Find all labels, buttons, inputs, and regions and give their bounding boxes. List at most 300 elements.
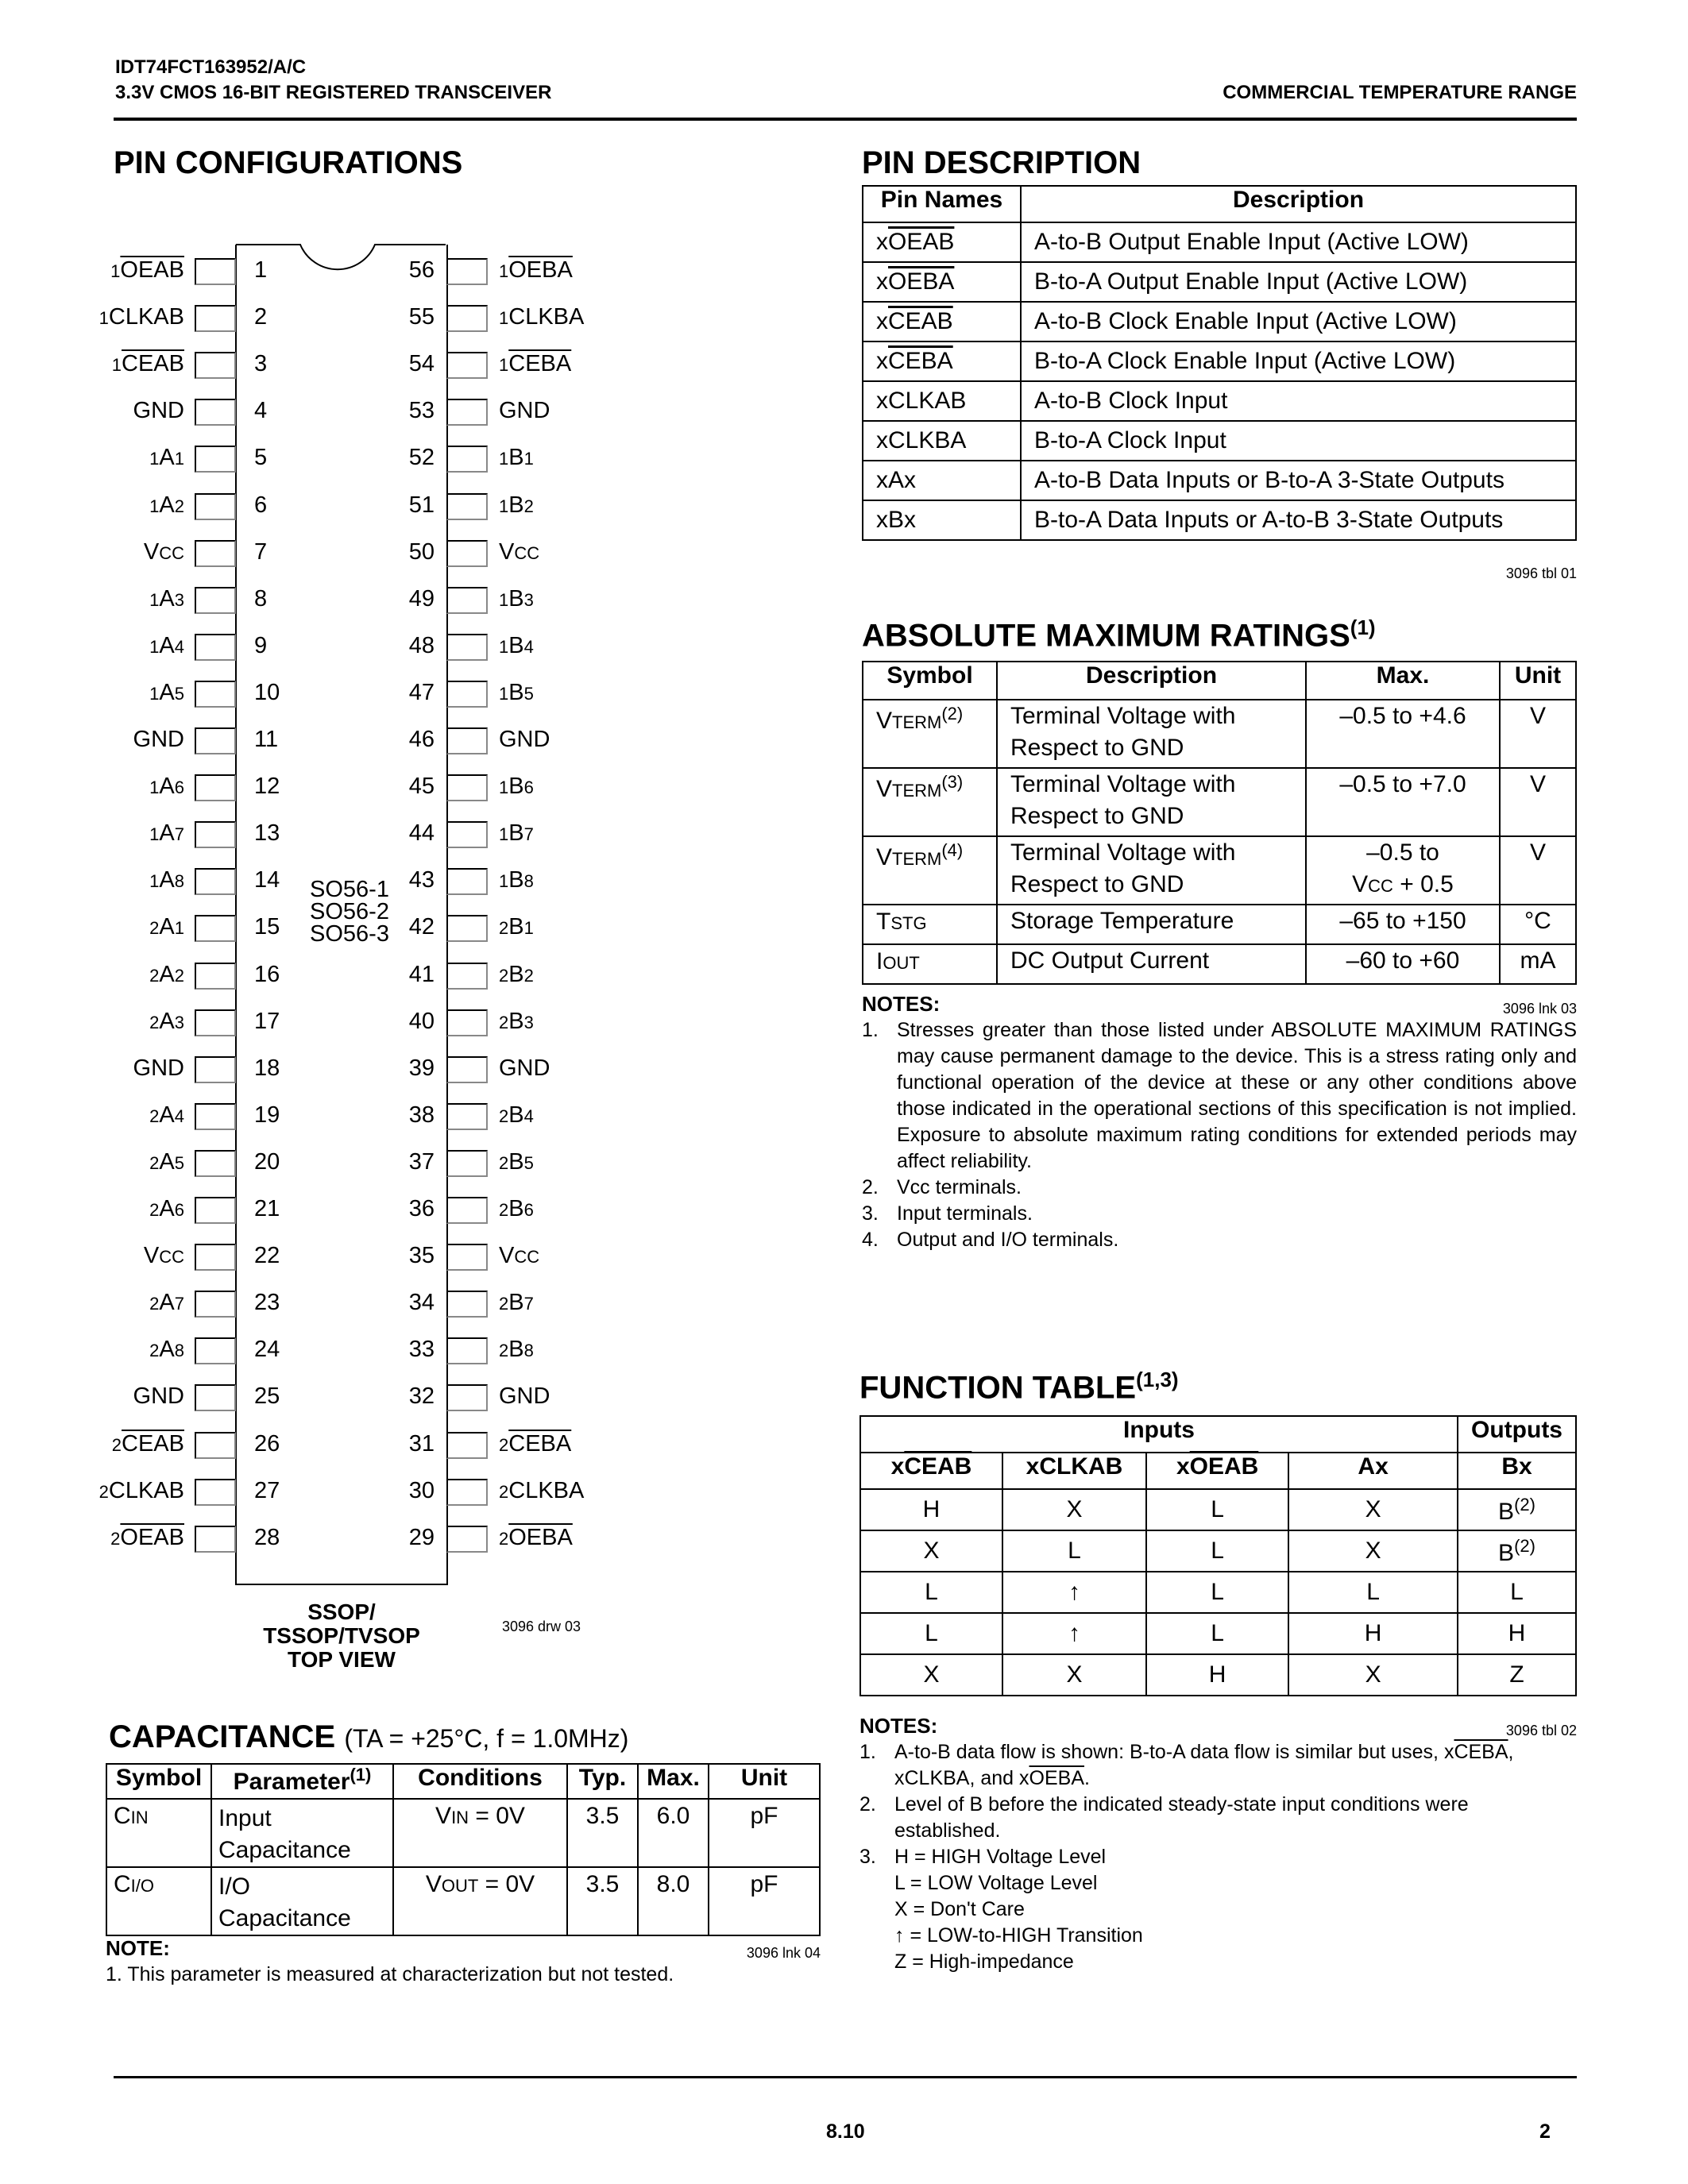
pin-label: 1A1 [149, 445, 184, 471]
pin-label: 1A8 [149, 867, 184, 893]
inputs-group-header: Inputs [860, 1416, 1458, 1453]
capacitance-title: CAPACITANCE (TA = +25°C, f = 1.0MHz) [109, 1719, 629, 1754]
pin-label: 1A2 [149, 492, 184, 518]
pin-number: 52 [408, 445, 435, 471]
notes-label: NOTES: [859, 1714, 938, 1738]
table-row [860, 1530, 1576, 1572]
pin-description-ref: 3096 tbl 01 [1505, 565, 1577, 581]
pin-number: 49 [408, 585, 435, 612]
pin-label: 2B2 [499, 961, 534, 987]
description-cell: Terminal Voltage with Respect to GND [997, 768, 1306, 836]
pin-number: 5 [254, 445, 268, 471]
pin-label: VCC [499, 538, 540, 565]
pin-lead [446, 868, 488, 895]
function-cell: Z [1458, 1654, 1576, 1696]
pin-lead [195, 1526, 236, 1553]
function-cell: X [1002, 1489, 1146, 1530]
description-cell: A-to-B Clock Input [1021, 381, 1576, 421]
pin-number: 54 [408, 351, 435, 377]
pin-label: GND [499, 398, 550, 424]
function-cell: L [1458, 1572, 1576, 1613]
function-cell: L [1002, 1530, 1146, 1572]
pin-label: 1B4 [499, 632, 534, 658]
col-header: Unit [709, 1764, 820, 1799]
pin-label: 2B8 [499, 1337, 534, 1363]
pin-number: 44 [408, 820, 435, 847]
pin-number: 1 [254, 257, 268, 283]
pin-lead [195, 963, 236, 990]
table-row [863, 262, 1576, 302]
pin-lead [446, 587, 488, 614]
pin-lead [195, 1337, 236, 1364]
function-cell: X [860, 1654, 1002, 1696]
pin-lead [195, 258, 236, 285]
unit-cell: V [1500, 768, 1576, 836]
pin-lead [195, 540, 236, 567]
max-cell: –60 to +60 [1306, 944, 1500, 984]
col-header: Typ. [567, 1764, 638, 1799]
function-cell: L [1146, 1613, 1288, 1654]
pin-lead [195, 587, 236, 614]
col-header: Pin Names [863, 186, 1021, 222]
pin-lead [446, 1337, 488, 1364]
pin-number: 45 [408, 774, 435, 800]
pin-lead [446, 915, 488, 942]
pin-number: 20 [254, 1148, 280, 1175]
col-header: Max. [1306, 662, 1500, 700]
pin-label: 2OEAB [110, 1524, 184, 1550]
pin-number: 10 [254, 679, 280, 705]
note-item: 2. Level of B before the indicated steady-state input conditions were established. [859, 1793, 1469, 1842]
pin-lead [195, 821, 236, 848]
pin-number: 41 [408, 961, 435, 987]
max-cell: 8.0 [638, 1867, 709, 1935]
pin-label: GND [499, 727, 550, 752]
capacitance-ref: 3096 lnk 04 [746, 1945, 821, 1961]
pin-lead [446, 1479, 488, 1506]
pin-label: 1CLKBA [499, 304, 585, 330]
pin-number: 11 [254, 727, 279, 752]
pin-number: 29 [408, 1524, 435, 1550]
pin-label: 2A6 [149, 1196, 184, 1221]
table-row [863, 500, 1576, 540]
table-row [106, 1867, 820, 1935]
col-header: xCLKAB [1002, 1453, 1146, 1489]
function-cell: H [860, 1489, 1002, 1530]
table-row [863, 768, 1576, 836]
pin-number: 19 [254, 1102, 280, 1128]
pin-label: 2A8 [149, 1337, 184, 1363]
pin-label: 2A2 [149, 961, 184, 987]
pin-label: 1B8 [499, 867, 534, 893]
footer-rule [114, 2076, 1577, 2078]
pin-lead [446, 352, 488, 379]
pin-number: 3 [254, 351, 268, 377]
function-table-title: FUNCTION TABLE$^{(1,3)}$ [859, 1368, 1179, 1406]
pin-label: 2CLKBA [499, 1477, 585, 1503]
pin-lead [195, 681, 236, 708]
pin-label: 2CLKAB [98, 1477, 184, 1503]
function-cell: $B^{(2)}$ [1458, 1530, 1576, 1572]
pin-lead [446, 1197, 488, 1224]
pin-label: 2A3 [149, 1008, 184, 1034]
pin-label: 1A4 [149, 632, 184, 658]
pin-label: 2B3 [499, 1008, 534, 1034]
parameter-cell: I/O Capacitance [211, 1867, 393, 1935]
parameter-cell: Input Capacitance [211, 1799, 393, 1867]
pin-lead [195, 305, 236, 332]
function-cell: L [1146, 1530, 1288, 1572]
pin-label: 1B3 [499, 585, 534, 612]
pin-label: 1A7 [149, 820, 184, 847]
pin-lead [446, 1056, 488, 1083]
view-caption: SSOP/ TSSOP/TVSOP TOP VIEW [263, 1599, 420, 1672]
pin-number: 48 [408, 632, 435, 658]
pin-number: 13 [254, 820, 280, 847]
pin-lead [195, 493, 236, 520]
pin-lead [195, 1009, 236, 1036]
description-cell: B-to-A Clock Enable Input (Active LOW) [1021, 341, 1576, 381]
pin-number: 34 [408, 1290, 435, 1316]
pin-lead [446, 1384, 488, 1411]
pin-number: 51 [408, 492, 435, 518]
pin-label: VCC [143, 538, 184, 565]
outputs-group-header: Outputs [1458, 1416, 1576, 1453]
conditions-cell: VOUT = 0V [393, 1867, 567, 1935]
pin-number: 30 [408, 1477, 435, 1503]
pin-number: 31 [408, 1430, 435, 1457]
pin-number: 16 [254, 961, 280, 987]
max-cell: 6.0 [638, 1799, 709, 1867]
function-table-notes [859, 1713, 1577, 1975]
section-number: 8.10 [826, 2120, 865, 2143]
pin-number: 32 [408, 1383, 435, 1410]
table-row [863, 836, 1576, 905]
symbol-cell: VTERM$^{(4)}$ [863, 836, 997, 905]
pin-lead [446, 258, 488, 285]
note-item: 1. This parameter is measured at characterization but not tested. [106, 1963, 674, 1985]
pin-label: 2A1 [149, 914, 184, 940]
pin-label: 1A3 [149, 585, 184, 612]
function-table-ref: 3096 tbl 02 [1505, 1723, 1577, 1738]
unit-cell: pF [709, 1799, 820, 1867]
pin-label: 1CLKAB [98, 304, 184, 330]
pin-lead [195, 1197, 236, 1224]
pin-label: 1A5 [149, 679, 184, 705]
table-row [863, 222, 1576, 262]
description-cell: A-to-B Output Enable Input (Active LOW) [1021, 222, 1576, 262]
typ-cell: 3.5 [567, 1867, 638, 1935]
drawing-ref: 3096 drw 03 [502, 1619, 581, 1634]
symbol-cell: CIN [106, 1799, 211, 1867]
function-cell: L [860, 1572, 1002, 1613]
pin-lead [446, 963, 488, 990]
col-header: Description [997, 662, 1306, 700]
description-cell: A-to-B Data Inputs or B-to-A 3-State Outputs [1021, 461, 1576, 500]
pin-lead [195, 1103, 236, 1130]
symbol-cell: TSTG [863, 905, 997, 944]
description-cell: B-to-A Clock Input [1021, 421, 1576, 461]
pin-number: 55 [408, 304, 435, 330]
pin-label: 2B4 [499, 1102, 534, 1128]
pin-name-cell: xOEAB [863, 222, 1021, 262]
pin-number: 37 [408, 1148, 435, 1175]
notes-label: NOTE: [106, 1936, 170, 1960]
pin-lead [195, 399, 236, 426]
abs-max-title: ABSOLUTE MAXIMUM RATINGS$^{(1)}$ [862, 615, 1376, 654]
pin-lead [446, 634, 488, 661]
pin-number: 4 [254, 398, 268, 424]
pin-label: GND [133, 1055, 184, 1081]
pin-number: 42 [408, 914, 435, 940]
pin-number: 39 [408, 1055, 435, 1081]
function-cell: X [1002, 1654, 1146, 1696]
pin-label: 1B2 [499, 492, 534, 518]
pin-label: GND [499, 1055, 550, 1081]
pin-number: 14 [254, 867, 280, 893]
table-row [863, 421, 1576, 461]
function-cell: L [1146, 1489, 1288, 1530]
description-cell: B-to-A Output Enable Input (Active LOW) [1021, 262, 1576, 302]
pin-label: 1B6 [499, 774, 534, 800]
pin-lead [195, 634, 236, 661]
symbol-cell: VTERM$^{(3)}$ [863, 768, 997, 836]
capacitance-notes [106, 1935, 821, 1988]
pin-config-title: PIN CONFIGURATIONS [114, 145, 463, 180]
pin-lead [446, 1150, 488, 1177]
pin-label: 1OEBA [499, 257, 573, 283]
pin-lead [446, 446, 488, 473]
pin-lead [446, 1291, 488, 1318]
pin-name-cell: xCLKAB [863, 381, 1021, 421]
col-header: Ax [1288, 1453, 1458, 1489]
function-cell: ↑ [1002, 1613, 1146, 1654]
pin-label: 2B7 [499, 1290, 534, 1316]
conditions-cell: VIN = 0V [393, 1799, 567, 1867]
pin-lead [446, 774, 488, 801]
note-item: 3. H = HIGH Voltage Level L = LOW Voltage Level X = Don't Care ↑ = LOW-to-HIGH Transition Z = High-impedance [859, 1846, 1143, 1973]
table-row [863, 341, 1576, 381]
pin-label: 1CEAB [111, 351, 184, 377]
table-row [863, 302, 1576, 341]
function-cell: L [1288, 1572, 1458, 1613]
pin-lead [446, 399, 488, 426]
function-cell: L [860, 1613, 1002, 1654]
pin-lead [446, 1103, 488, 1130]
notes-label: NOTES: [862, 992, 941, 1016]
function-cell: H [1146, 1654, 1288, 1696]
pin-lead [446, 305, 488, 332]
pin-label: 2A5 [149, 1148, 184, 1175]
col-header: xCEAB [860, 1453, 1002, 1489]
pin-label: VCC [499, 1243, 540, 1269]
pin-lead [195, 1479, 236, 1506]
unit-cell: V [1500, 700, 1576, 768]
abs-max-table [862, 661, 1577, 985]
pin-lead [195, 868, 236, 895]
pin-lead [195, 915, 236, 942]
description-cell: A-to-B Clock Enable Input (Active LOW) [1021, 302, 1576, 341]
function-cell: H [1288, 1613, 1458, 1654]
capacitance-table [106, 1763, 821, 1936]
header-rule [114, 118, 1577, 121]
pin-label: 2B6 [499, 1196, 534, 1221]
col-header: Conditions [393, 1764, 567, 1799]
pin-label: GND [133, 1383, 184, 1410]
pin-label: GND [133, 398, 184, 424]
note-item: 1. Stresses greater than those listed under ABSOLUTE MAXIMUM RATINGS may cause permanent damage to the device. This is a stress rating only and functional operation of the device at these or any other conditions above those indicated in the operational sections of this specification is not implied. Exposure to absolute maximum rating conditions for extended periods may affect reliability. [862, 1019, 1577, 1172]
pin-number: 47 [408, 679, 435, 705]
pin-number: 50 [408, 538, 435, 565]
pin-number: 8 [254, 585, 268, 612]
table-row [863, 944, 1576, 984]
pin-number: 27 [254, 1477, 280, 1503]
pin-lead [195, 1384, 236, 1411]
function-cell: X [1288, 1530, 1458, 1572]
pin-lead [446, 1009, 488, 1036]
pin-lead [446, 1526, 488, 1553]
pin-label: 2OEBA [499, 1524, 573, 1550]
pin-label: 2A7 [149, 1290, 184, 1316]
pin-lead [195, 1244, 236, 1271]
note-item: 4. Output and I/O terminals. [862, 1229, 1119, 1251]
max-cell: –0.5 to VCC + 0.5 [1306, 836, 1500, 905]
pin-label: 1CEBA [499, 351, 572, 377]
pin-lead [195, 1150, 236, 1177]
pin-lead [195, 446, 236, 473]
function-cell: ↑ [1002, 1572, 1146, 1613]
pin-number: 2 [254, 304, 268, 330]
function-cell: X [860, 1530, 1002, 1572]
function-cell: H [1458, 1613, 1576, 1654]
note-item: 3. Input terminals. [862, 1202, 1033, 1225]
function-cell: $B^{(2)}$ [1458, 1489, 1576, 1530]
col-header: xOEAB [1146, 1453, 1288, 1489]
col-header: Description [1021, 186, 1576, 222]
table-row [106, 1799, 820, 1867]
function-cell: X [1288, 1489, 1458, 1530]
pin-lead [446, 727, 488, 754]
pin-name-cell: xAx [863, 461, 1021, 500]
col-header: Unit [1500, 662, 1576, 700]
pin-number: 33 [408, 1337, 435, 1363]
pin-description-table [862, 185, 1577, 541]
col-header: Bx [1458, 1453, 1576, 1489]
pin-number: 56 [408, 257, 435, 283]
col-header: Max. [638, 1764, 709, 1799]
pin-lead [446, 1432, 488, 1459]
table-row [863, 461, 1576, 500]
package-code: SO56-3 [310, 921, 389, 947]
pin-lead [195, 352, 236, 379]
note-item: 2. Vcc terminals. [862, 1176, 1022, 1198]
table-row [863, 700, 1576, 768]
description-cell: B-to-A Data Inputs or A-to-B 3-State Outputs [1021, 500, 1576, 540]
symbol-cell: CI/O [106, 1867, 211, 1935]
pin-number: 46 [408, 727, 435, 752]
max-cell: –65 to +150 [1306, 905, 1500, 944]
pin-number: 22 [254, 1243, 280, 1269]
pin-number: 15 [254, 914, 280, 940]
pin-name-cell: xBx [863, 500, 1021, 540]
pin-number: 18 [254, 1055, 280, 1081]
pin-label: VCC [143, 1243, 184, 1269]
note-item: 1. A-to-B data flow is shown: B-to-A data flow is similar but uses, xCEBA, xCLKBA, and xOEBA. [859, 1741, 1514, 1789]
unit-cell: pF [709, 1867, 820, 1935]
unit-cell: mA [1500, 944, 1576, 984]
pin-label: 1A6 [149, 774, 184, 800]
pin-number: 25 [254, 1383, 280, 1410]
pin-lead [446, 1244, 488, 1271]
pin-label: 2B1 [499, 914, 534, 940]
pin-number: 35 [408, 1243, 435, 1269]
description-cell: Terminal Voltage with Respect to GND [997, 700, 1306, 768]
max-cell: –0.5 to +4.6 [1306, 700, 1500, 768]
pin-label: 2CEBA [499, 1430, 572, 1457]
package-code: SO56-1 [310, 877, 389, 902]
pin-label: GND [133, 727, 184, 752]
part-number: IDT74FCT163952/A/C [115, 56, 307, 78]
pin-lead [195, 774, 236, 801]
unit-cell: °C [1500, 905, 1576, 944]
pin-number: 53 [408, 398, 435, 424]
pin-name-cell: xCLKBA [863, 421, 1021, 461]
pin-name-cell: xCEBA [863, 341, 1021, 381]
pin-label: 1B7 [499, 820, 534, 847]
pin-number: 7 [254, 538, 268, 565]
symbol-cell: IOUT [863, 944, 997, 984]
unit-cell: V [1500, 836, 1576, 905]
pin-number: 6 [254, 492, 268, 518]
pin-label: 2B5 [499, 1148, 534, 1175]
pin-number: 9 [254, 632, 268, 658]
pin-name-cell: xOEBA [863, 262, 1021, 302]
pin-number: 12 [254, 774, 280, 800]
pin-label: 1OEAB [110, 257, 184, 283]
pin-lead [195, 1056, 236, 1083]
max-cell: –0.5 to +7.0 [1306, 768, 1500, 836]
document-subtitle: 3.3V CMOS 16-BIT REGISTERED TRANSCEIVER [115, 82, 552, 103]
table-row [860, 1613, 1576, 1654]
pin-label: GND [499, 1383, 550, 1410]
pin-description-title: PIN DESCRIPTION [862, 145, 1141, 180]
pin-lead [195, 727, 236, 754]
table-row [863, 381, 1576, 421]
pin-name-cell: xCEAB [863, 302, 1021, 341]
pin-lead [446, 681, 488, 708]
page-number: 2 [1539, 2120, 1551, 2143]
pin-lead [195, 1432, 236, 1459]
pin-label: 2CEAB [111, 1430, 184, 1457]
col-header: Parameter$^{(1)}$ [211, 1764, 393, 1799]
package-code: SO56-2 [310, 899, 389, 924]
pin-label: 2A4 [149, 1102, 184, 1128]
function-cell: X [1288, 1654, 1458, 1696]
pin-number: 17 [254, 1008, 280, 1034]
col-header: Symbol [106, 1764, 211, 1799]
table-row [863, 905, 1576, 944]
pin-number: 43 [408, 867, 435, 893]
description-cell: Storage Temperature [997, 905, 1306, 944]
pin-number: 40 [408, 1008, 435, 1034]
description-cell: DC Output Current [997, 944, 1306, 984]
pin-label: 1B1 [499, 445, 534, 471]
capacitance-conditions: (TA = +25°C, f = 1.0MHz) [344, 1724, 629, 1753]
symbol-cell: VTERM$^{(2)}$ [863, 700, 997, 768]
pin-lead [446, 821, 488, 848]
description-cell: Terminal Voltage with Respect to GND [997, 836, 1306, 905]
pin-lead [446, 493, 488, 520]
